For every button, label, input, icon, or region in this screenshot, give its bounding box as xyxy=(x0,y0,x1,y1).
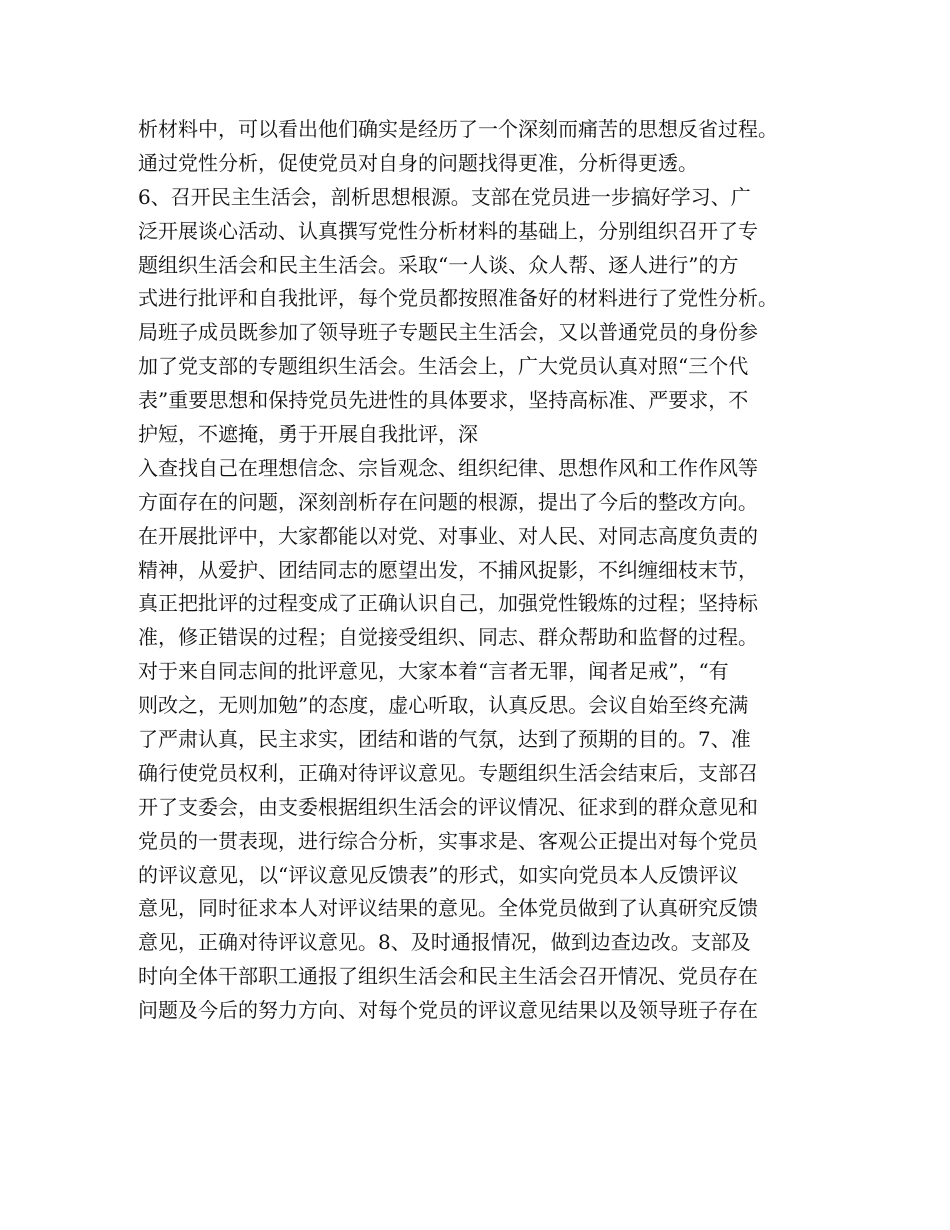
text-line: 局班子成员既参加了领导班子专题民主生活会，又以普通党员的身份参 xyxy=(138,320,758,345)
text-line: 式进行批评和自我批评，每个党员都按照准备好的材料进行了党性分析。 xyxy=(138,286,778,311)
text-line: 时向全体干部职工通报了组织生活会和民主生活会召开情况、党员存在 xyxy=(138,964,758,989)
text-line: 6、召开民主生活会，剖析思想根源。支部在党员进一步搞好学习、广 xyxy=(138,184,751,209)
text-line: 意见，正确对待评议意见。8、及时通报情况，做到边查边改。支部及 xyxy=(138,930,751,955)
text-line: 的评议意见，以“评议意见反馈表”的形式，如实向党员本人反馈评议 xyxy=(138,862,739,887)
text-line: 加了党支部的专题组织生活会。生活会上，广大党员认真对照“三个代 xyxy=(138,354,749,379)
text-line: 问题及今后的努力方向、对每个党员的评议意见结果以及领导班子存在 xyxy=(138,998,758,1023)
text-line: 真正把批评的过程变成了正确认识自己，加强党性锻炼的过程；坚持标 xyxy=(138,591,758,616)
text-line: 则改之，无则加勉”的态度，虚心听取，认真反思。会议自始至终充满 xyxy=(138,693,749,718)
text-line: 党员的一贯表现，进行综合分析，实事求是、客观公正提出对每个党员 xyxy=(138,828,758,853)
text-line: 泛开展谈心活动、认真撰写党性分析材料的基础上，分别组织召开了专 xyxy=(138,218,758,243)
text-line: 开了支委会，由支委根据组织生活会的评议情况、征求到的群众意见和 xyxy=(138,794,758,819)
text-line: 对于来自同志间的批评意见，大家本着“言者无罪，闻者足戒”，“有 xyxy=(138,659,729,684)
text-line: 题组织生活会和民主生活会。采取“一人谈、众人帮、逐人进行”的方 xyxy=(138,252,739,277)
text-line: 精神，从爱护、团结同志的愿望出发，不捕风捉影，不纠缠细枝末节， xyxy=(138,557,758,582)
text-line: 表”重要思想和保持党员先进性的具体要求，坚持高标准、严要求，不 xyxy=(138,388,749,413)
text-line: 通过党性分析，促使党员对自身的问题找得更准，分析得更透。 xyxy=(138,150,698,175)
text-line: 了严肃认真，民主求实，团结和谐的气氛，达到了预期的目的。7、准 xyxy=(138,727,751,752)
text-line: 析材料中，可以看出他们确实是经历了一个深刻而痛苦的思想反省过程。 xyxy=(138,117,778,141)
text-line: 准，修正错误的过程；自觉接受组织、同志、群众帮助和监督的过程。 xyxy=(138,625,758,650)
text-line: 意见，同时征求本人对评议结果的意见。全体党员做到了认真研究反馈 xyxy=(138,896,758,921)
text-line: 在开展批评中，大家都能以对党、对事业、对人民、对同志高度负责的 xyxy=(138,523,758,548)
text-line: 确行使党员权利，正确对待评议意见。专题组织生活会结束后，支部召 xyxy=(138,760,758,785)
body-text xyxy=(138,113,838,1028)
text-line: 方面存在的问题，深刻剖析存在问题的根源，提出了今后的整改方向。 xyxy=(138,489,758,514)
text-line: 入查找自己在理想信念、宗旨观念、组织纪律、思想作风和工作作风等 xyxy=(138,455,758,480)
text-line: 护短，不遮掩，勇于开展自我批评，深 xyxy=(138,422,478,447)
